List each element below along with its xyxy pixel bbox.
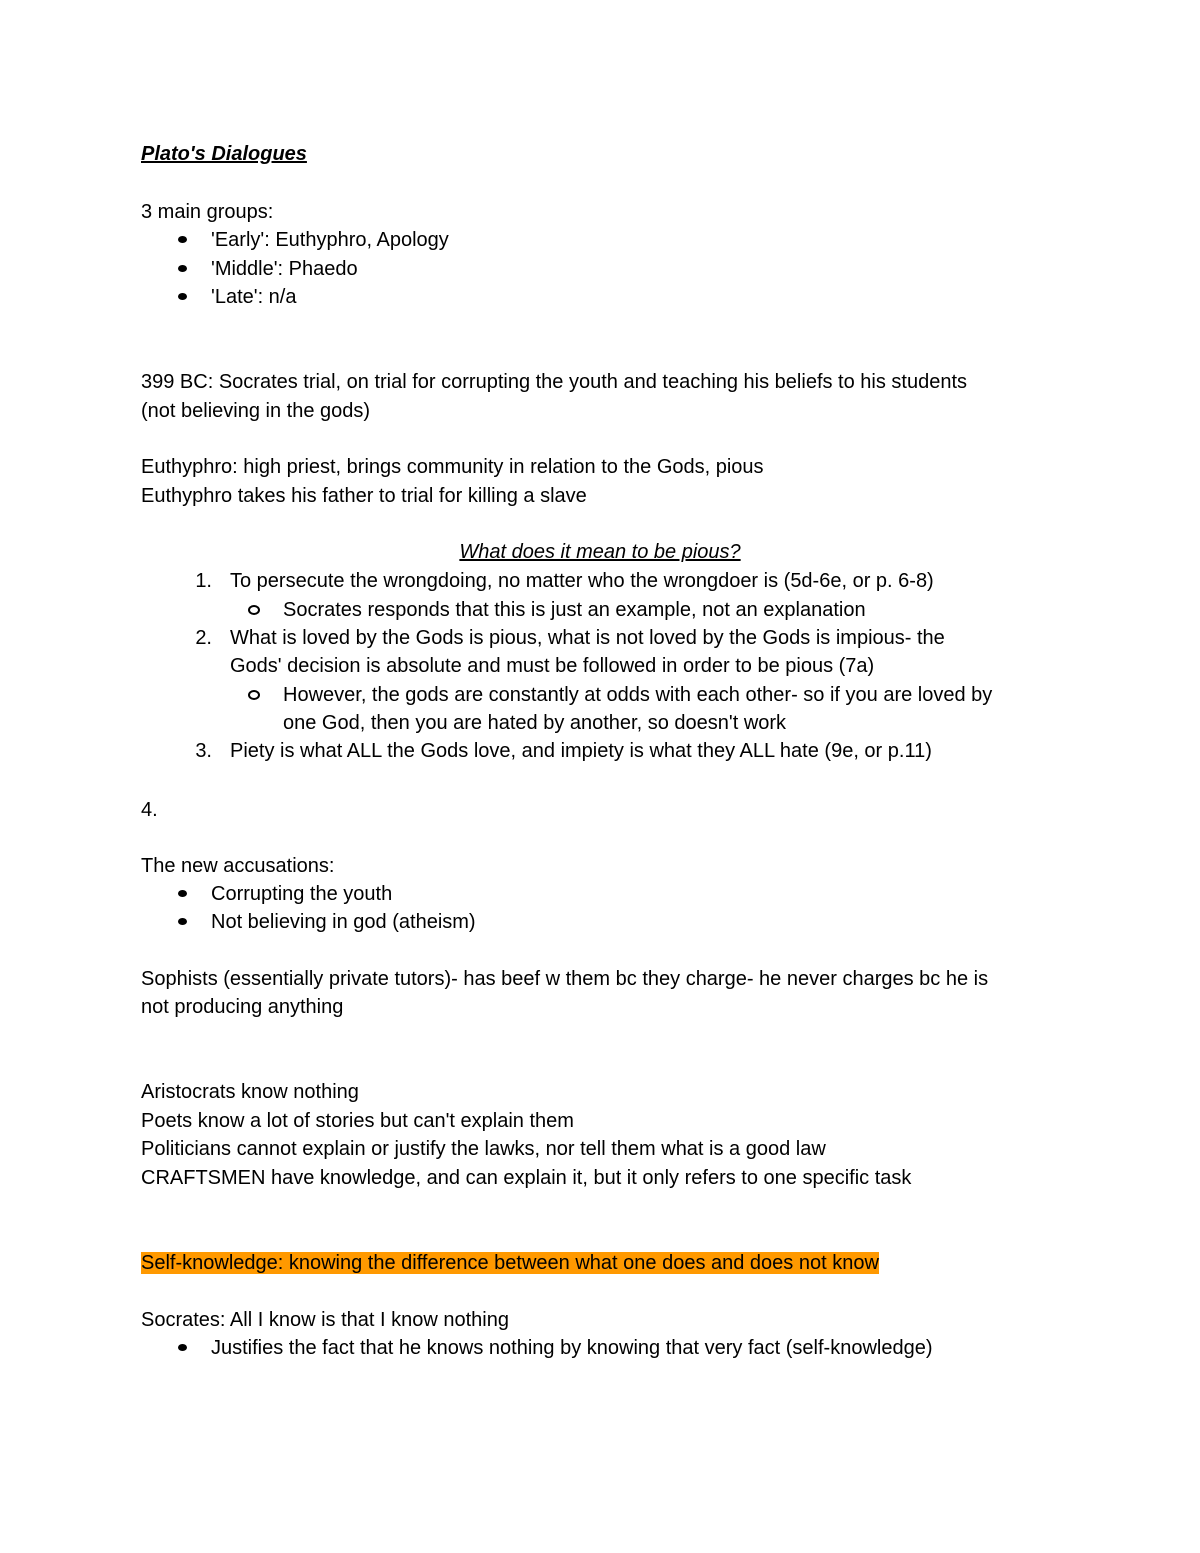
trial-paragraph-line-2: (not believing in the gods) (141, 400, 371, 422)
group-item-early: 'Early': Euthyphro, Apology (211, 229, 449, 251)
pious-item-2-sub-1: However, the gods are constantly at odds with each other- so if you are loved by (283, 684, 993, 706)
bullet-dot-icon (178, 265, 187, 272)
bullet-dot-icon (178, 293, 187, 300)
knowledge-line: Poets know a lot of stories but can't explain them (141, 1110, 574, 1132)
list-number: 1. (195, 570, 212, 592)
pious-item-2-line-2: Gods' decision is absolute and must be followed in order to be pious (7a) (230, 655, 875, 677)
bullet-dot-icon (178, 236, 187, 243)
euthyphro-line-2: Euthyphro takes his father to trial for killing a slave (141, 485, 587, 507)
accusation-item: Not believing in god (atheism) (211, 911, 476, 933)
socrates-quote: Socrates: All I know is that I know nothing (141, 1309, 509, 1331)
pious-item-2-sub-2: one God, then you are hated by another, so doesn't work (283, 712, 787, 734)
highlighted-text: Self-knowledge: knowing the difference between what one does and does not know (141, 1252, 879, 1274)
pious-heading: What does it mean to be pious? (459, 541, 741, 563)
accusations-heading: The new accusations: (141, 855, 335, 877)
socrates-bullet: Justifies the fact that he knows nothing by knowing that very fact (self-knowledge) (211, 1337, 933, 1359)
list-number: 2. (195, 627, 212, 649)
document-title: Plato's Dialogues (141, 143, 307, 165)
self-knowledge-definition (141, 1249, 879, 1277)
groups-heading: 3 main groups: (141, 201, 274, 223)
trial-paragraph-line-1: 399 BC: Socrates trial, on trial for corrupting the youth and teaching his beliefs to his students (141, 371, 968, 393)
sophists-line-2: not producing anything (141, 996, 344, 1018)
bullet-dot-icon (178, 1344, 187, 1351)
sophists-line-1: Sophists (essentially private tutors)- has beef w them bc they charge- he never charges bc he is (141, 968, 989, 990)
bullet-dot-icon (178, 890, 187, 897)
group-item-middle: 'Middle': Phaedo (211, 258, 358, 280)
bullet-dot-icon (178, 918, 187, 925)
list-number: 3. (195, 740, 212, 762)
hollow-bullet-icon (248, 690, 260, 700)
hollow-bullet-icon (248, 605, 260, 615)
pious-item-2-line-1: What is loved by the Gods is pious, what is not loved by the Gods is impious- the (230, 627, 945, 649)
pious-item-1-sub-1: Socrates responds that this is just an example, not an explanation (283, 599, 866, 621)
knowledge-line: Aristocrats know nothing (141, 1081, 359, 1103)
group-item-late: 'Late': n/a (211, 286, 297, 308)
accusation-item: Corrupting the youth (211, 883, 393, 905)
knowledge-line: CRAFTSMEN have knowledge, and can explain it, but it only refers to one specific task (141, 1167, 912, 1189)
knowledge-line: Politicians cannot explain or justify the lawks, nor tell them what is a good law (141, 1138, 826, 1160)
euthyphro-line-1: Euthyphro: high priest, brings community in relation to the Gods, pious (141, 456, 764, 478)
pious-item-1-line-1: To persecute the wrongdoing, no matter who the wrongdoer is (5d-6e, or p. 6-8) (230, 570, 934, 592)
pious-item-3-line-1: Piety is what ALL the Gods love, and impiety is what they ALL hate (9e, or p.11) (230, 740, 932, 762)
item-4: 4. (141, 799, 158, 821)
